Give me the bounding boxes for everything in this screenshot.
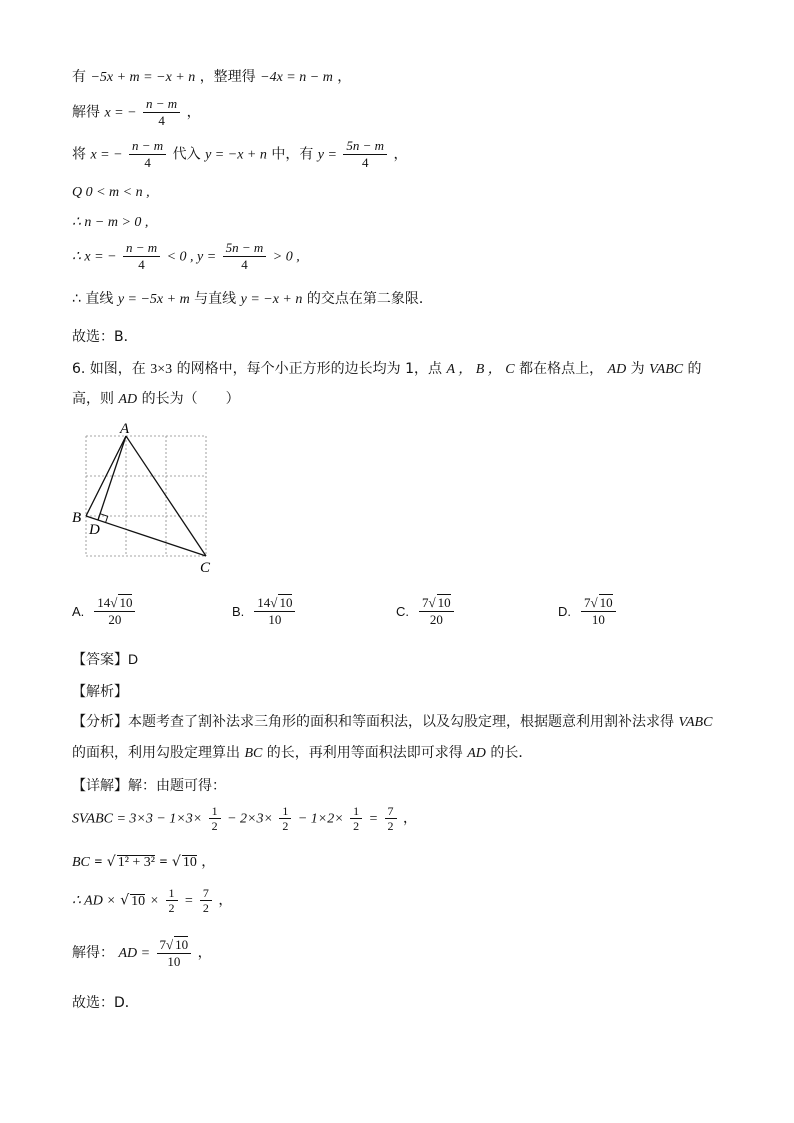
- fraction: [129, 138, 166, 171]
- equation: −4x = n − m: [260, 70, 333, 85]
- denominator: 4: [158, 113, 165, 128]
- fraction: [581, 594, 616, 628]
- text: 解得: [72, 104, 100, 121]
- denominator: 4: [241, 257, 248, 272]
- text: 与直线: [194, 291, 237, 307]
- grid-lines: [86, 436, 206, 556]
- fraction: [279, 804, 291, 833]
- radical-icon: √: [590, 595, 598, 610]
- altitude-ad: [98, 436, 126, 520]
- text: 解：由题可得：: [128, 778, 226, 794]
- numerator: 1: [209, 804, 221, 819]
- final-answer: 故选：D．: [72, 995, 139, 1011]
- denominator: 4: [144, 155, 151, 170]
- coefficient: 14: [257, 595, 271, 610]
- text: 中，有: [271, 146, 314, 163]
- equation: =: [368, 811, 379, 827]
- solution-line-3: [72, 138, 408, 171]
- radicand: 10: [131, 893, 146, 909]
- numerator: [157, 936, 192, 954]
- text: 的: [687, 361, 702, 377]
- radical-icon: √: [110, 595, 118, 610]
- equation: x = −: [104, 105, 137, 121]
- solution-line-2: [72, 96, 201, 129]
- radicand: 10: [437, 595, 451, 610]
- radicand: 10: [599, 595, 613, 610]
- equation: y =: [317, 147, 337, 163]
- coefficient: 7: [159, 937, 167, 952]
- numerator: [581, 594, 616, 612]
- equation: −5x + m = −x + n: [90, 70, 196, 85]
- question-line-2: [72, 392, 240, 407]
- equation: ∴ AD ×: [72, 893, 116, 909]
- equation: ∴ x = −: [72, 249, 117, 265]
- equation: =: [94, 855, 103, 870]
- text: ∴ 直线: [72, 291, 114, 307]
- numerator: [254, 594, 295, 612]
- solution-line-4: Q 0 < m < n ,: [72, 185, 150, 200]
- denominator: 20: [429, 612, 443, 627]
- radical-icon: √: [270, 595, 278, 610]
- radicand: 10: [182, 855, 197, 870]
- denominator: 2: [211, 819, 218, 833]
- coefficient: 7: [584, 595, 591, 610]
- radical-icon: √: [166, 937, 174, 952]
- text: 的长为（ ）: [141, 391, 240, 407]
- question-line-1: [72, 362, 702, 377]
- label-a: A: [120, 421, 130, 437]
- side-bc: [86, 516, 206, 556]
- denominator: 4: [138, 257, 145, 272]
- denominator: 20: [108, 612, 122, 627]
- radical-icon: √: [106, 854, 116, 870]
- numerator: 5n − m: [223, 240, 267, 257]
- numerator: n − m: [129, 138, 166, 155]
- denominator: 10: [167, 954, 181, 969]
- radical-icon: √: [428, 595, 436, 610]
- denominator: 2: [282, 819, 289, 833]
- solution-line-6: [72, 240, 300, 273]
- math-grid: 3×3: [150, 362, 173, 377]
- numerator: 7: [385, 804, 397, 819]
- solution-conclusion: 故选：B．: [72, 329, 138, 345]
- fraction: [223, 240, 267, 273]
- text: 的面积，利用勾股定理算出: [72, 745, 240, 761]
- text: 高，则: [72, 391, 114, 407]
- equation: y = −x + n: [240, 292, 303, 307]
- text: ，整理得: [199, 69, 256, 85]
- numerator: n − m: [123, 240, 160, 257]
- label-d: D: [89, 522, 100, 538]
- equation: ×: [149, 893, 160, 909]
- denominator: 2: [168, 901, 175, 915]
- answer-line: [72, 652, 138, 667]
- answer-value: D: [128, 651, 139, 667]
- text: 6. 如图，在: [72, 361, 146, 377]
- solution-line-7: [72, 292, 433, 307]
- radicand: 10: [175, 937, 189, 952]
- triangle-abc: [86, 436, 206, 556]
- coefficient: 7: [422, 595, 429, 610]
- equation: =: [159, 855, 168, 870]
- denominator: 2: [387, 819, 394, 833]
- solution-line-5: ∴ n − m > 0 ,: [72, 215, 149, 230]
- radical-icon: √: [171, 854, 181, 870]
- equation: − 2×3×: [227, 811, 273, 827]
- bc-equation: [72, 855, 215, 870]
- analysis-label: 【解析】: [72, 683, 128, 699]
- numerator: [94, 594, 135, 612]
- math-ad: AD: [118, 392, 138, 407]
- equation: y = −5x + m: [117, 292, 190, 307]
- numerator: [419, 594, 454, 612]
- option-d[interactable]: [558, 594, 618, 628]
- solved-line: [72, 936, 212, 970]
- fraction: [209, 804, 221, 833]
- label-c: C: [200, 560, 211, 576]
- solution-line-1: [72, 70, 351, 85]
- text: 有: [72, 69, 86, 85]
- fenxi-line-1: [72, 714, 712, 730]
- numerator: 1: [166, 886, 178, 901]
- option-b[interactable]: [232, 594, 297, 628]
- answer-label: 【答案】: [72, 651, 128, 667]
- equation: SVABC = 3×3 − 1×3×: [72, 811, 203, 827]
- text: ，: [201, 854, 216, 870]
- area-equation: [72, 804, 417, 833]
- fraction: [143, 96, 180, 129]
- math-triangle: VABC: [678, 715, 713, 730]
- text: 的交点在第二象限．: [306, 291, 433, 307]
- fenxi-label: 【分析】: [72, 713, 128, 729]
- math-ad: AD: [467, 746, 486, 761]
- math-ad: AD: [607, 362, 627, 377]
- math-triangle: VABC: [649, 362, 684, 377]
- text: ，: [197, 945, 212, 961]
- option-label: B.: [232, 603, 245, 619]
- radical-icon: √: [120, 892, 130, 909]
- fraction: [350, 804, 362, 833]
- fraction: [254, 594, 295, 628]
- text: 解得：: [72, 945, 114, 961]
- radicand: 10: [279, 595, 293, 610]
- text: 的网格中，每个小正方形的边长均为 1，点: [176, 361, 442, 377]
- grid-triangle-figure: [66, 418, 226, 578]
- equation: > 0 ,: [272, 249, 300, 265]
- text: ，: [186, 104, 201, 121]
- option-label: A.: [72, 603, 85, 619]
- equation: x = −: [90, 147, 123, 163]
- equation: =: [183, 893, 194, 909]
- fraction: [94, 594, 135, 628]
- numerator: n − m: [143, 96, 180, 113]
- text: ，: [218, 892, 233, 909]
- label-b: B: [72, 510, 82, 526]
- math-bc: BC: [244, 746, 263, 761]
- denominator: 10: [591, 612, 605, 627]
- denominator: 2: [202, 901, 209, 915]
- numerator: 5n − m: [343, 138, 387, 155]
- radicand: 10: [119, 595, 133, 610]
- denominator: 4: [361, 155, 369, 170]
- equation: AD =: [118, 946, 151, 961]
- fraction: [385, 804, 397, 833]
- xiangjie-line: [72, 778, 226, 793]
- text: 本题考查了割补法求三角形的面积和等面积法，以及勾股定理，根据题意利用割补法求得: [128, 714, 674, 730]
- text: 将: [72, 146, 86, 163]
- text: 的长．: [490, 745, 533, 761]
- option-label: D.: [558, 603, 571, 619]
- fraction: [166, 886, 178, 915]
- fenxi-line-2: [72, 746, 532, 761]
- text: ，: [393, 146, 408, 163]
- fraction: [343, 138, 387, 171]
- option-c[interactable]: [396, 594, 456, 628]
- ad-equation: [72, 886, 232, 915]
- text: 为: [630, 361, 645, 377]
- text: ，: [337, 69, 352, 85]
- fraction: [157, 936, 192, 970]
- fraction: [123, 240, 160, 273]
- xiangjie-label: 【详解】: [72, 777, 128, 793]
- denominator: 2: [353, 819, 360, 833]
- fraction: [200, 886, 212, 915]
- numerator: 7: [200, 886, 212, 901]
- equation: BC: [72, 855, 90, 870]
- equation: y = −x + n: [205, 147, 267, 163]
- radicand: 1² + 3²: [117, 855, 155, 870]
- numerator: 1: [279, 804, 291, 819]
- text: ，: [402, 810, 417, 827]
- equation: < 0 , y =: [166, 249, 217, 265]
- text: 都在格点上，: [519, 361, 604, 377]
- option-label: C.: [396, 603, 409, 619]
- fraction: [419, 594, 454, 628]
- text: 代入: [172, 146, 201, 163]
- numerator: 1: [350, 804, 362, 819]
- text: 的长，再利用等面积法即可求得: [266, 745, 463, 761]
- equation: − 1×2×: [297, 811, 344, 827]
- option-a[interactable]: [72, 594, 137, 628]
- coefficient: 14: [97, 595, 111, 610]
- denominator: 10: [268, 612, 282, 627]
- math-points: A ， B ， C: [446, 362, 515, 377]
